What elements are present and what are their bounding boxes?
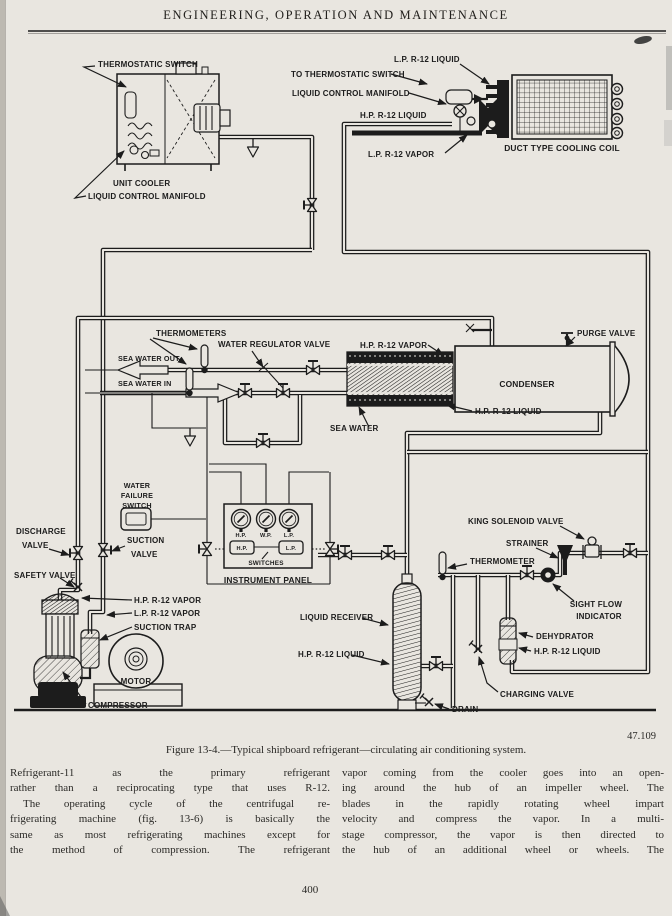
duct-type-cooling-coil bbox=[479, 75, 623, 139]
unit-cooler bbox=[117, 63, 259, 171]
coil-return-bends bbox=[612, 84, 623, 139]
body-line: same as most refrigerating machines except for bbox=[10, 828, 330, 841]
label-hp-gauge: H.P. bbox=[235, 533, 247, 539]
thermometer-icon bbox=[439, 552, 446, 580]
label-lp-gauge: L.P. bbox=[283, 533, 295, 539]
suction-valve-icon bbox=[99, 544, 112, 557]
figure-reference-number: 47.109 bbox=[627, 731, 656, 742]
line-valve-icon bbox=[304, 199, 317, 212]
label-thermostatic-switch: THERMOSTATIC SWITCH bbox=[98, 60, 198, 69]
label-liquid-receiver: LIQUID RECEIVER bbox=[300, 613, 374, 622]
label-drain: DRAIN bbox=[452, 705, 479, 714]
label-motor: MOTOR bbox=[120, 677, 152, 686]
body-left-column bbox=[10, 766, 330, 858]
label-safety-valve: SAFETY VALVE bbox=[14, 571, 76, 580]
figure-caption: Figure 13-4.—Typical shipboard refrigerant—circulating air conditioning system. bbox=[165, 744, 527, 756]
bypass-valve-icon bbox=[257, 434, 270, 448]
label-thermometer: THERMOMETER bbox=[470, 557, 535, 566]
body-line: the hub of an additional wheel or wheels. The bbox=[342, 844, 664, 857]
header-rule bbox=[28, 31, 666, 34]
label-hp-r12-liquid: H.P. R-12 LIQUID bbox=[360, 111, 427, 120]
body-line: Refrigerant-11 as the primary refrigerant bbox=[10, 767, 330, 779]
label-liquid-control-manifold: LIQUID CONTROL MANIFOLD bbox=[88, 192, 206, 201]
label-liquid-control-manifold-2: LIQUID CONTROL MANIFOLD bbox=[292, 89, 410, 98]
label-lp-r12-liquid: L.P. R-12 LIQUID bbox=[394, 55, 460, 64]
label-to-thermostatic-switch: TO THERMOSTATIC SWITCH bbox=[291, 70, 405, 79]
label-sea-water: SEA WATER bbox=[330, 424, 379, 433]
label-sea-water-in: SEA WATER IN bbox=[118, 379, 172, 388]
label-purge-valve: PURGE VALVE bbox=[577, 329, 636, 338]
body-line: vapor coming from the cooler goes into an open- bbox=[342, 767, 664, 779]
label-hp-r12-vapor: H.P. R-12 VAPOR bbox=[360, 341, 428, 350]
king-line-valve-icon bbox=[624, 544, 637, 558]
body-line: the method of compression. The refrigerant bbox=[10, 844, 330, 857]
label-lp-r12-vapor-2: L.P. R-12 VAPOR bbox=[134, 609, 201, 618]
body-line: ing around the hub of an impeller wheel. The bbox=[342, 782, 664, 795]
body-line: The operating cycle of the centrifugal re- bbox=[23, 797, 330, 810]
sea-water-tube-bundle bbox=[347, 352, 453, 406]
body-line: stage compressor, the vapor is then directed to bbox=[342, 828, 664, 841]
label-water: WATER bbox=[123, 481, 151, 490]
water-failure-switch bbox=[121, 508, 151, 530]
sea-water-out-arrow bbox=[118, 361, 168, 379]
label-lp-r12-vapor: L.P. R-12 VAPOR bbox=[368, 150, 435, 159]
label-strainer: STRAINER bbox=[506, 539, 549, 548]
label-switch: SWITCH bbox=[122, 501, 152, 510]
label-sight-flow: SIGHT FLOW bbox=[569, 600, 623, 609]
panel-side-valve-icon bbox=[199, 543, 212, 556]
page-number: 400 bbox=[301, 884, 319, 896]
label-switches: SWITCHES bbox=[248, 560, 284, 567]
liquid-line-valve-icon bbox=[521, 566, 534, 580]
label-indicator: INDICATOR bbox=[576, 612, 622, 621]
drain-funnel-icon bbox=[248, 139, 259, 157]
label-sea-water-out: SEA WATER OUT bbox=[118, 354, 180, 363]
label-discharge: DISCHARGE bbox=[16, 527, 66, 536]
body-line: velocity and compress the vapor. In a multi- bbox=[342, 813, 664, 826]
label-suction-trap: SUCTION TRAP bbox=[134, 623, 197, 632]
body-line: frigerating machine (fig. 13-6) is basically the bbox=[10, 813, 330, 826]
label-king-solenoid-valve: KING SOLENOID VALVE bbox=[468, 517, 564, 526]
dehydrator bbox=[499, 618, 517, 664]
label-condenser: CONDENSER bbox=[499, 379, 555, 389]
label-hp-switch: H.P. bbox=[236, 546, 248, 552]
label-wp-gauge: W.P. bbox=[260, 533, 272, 539]
label-lp-switch: L.P. bbox=[285, 546, 297, 552]
label-instrument-panel: INSTRUMENT PANEL bbox=[223, 575, 313, 585]
label-suction-valve: VALVE bbox=[131, 550, 158, 559]
label-charging-valve: CHARGING VALVE bbox=[500, 690, 575, 699]
globe-valve-icon bbox=[307, 361, 320, 375]
page-header: ENGINEERING, OPERATION AND MAINTENANCE bbox=[163, 8, 509, 22]
discharge-valve-icon bbox=[70, 547, 83, 560]
label-failure: FAILURE bbox=[120, 491, 154, 500]
drain-funnel-icon bbox=[185, 428, 196, 446]
thermometer-icon bbox=[186, 368, 193, 396]
label-unit-cooler: UNIT COOLER bbox=[113, 179, 171, 188]
water-regulator-valve-icon bbox=[277, 384, 290, 398]
receiver-inlet-valve-icon bbox=[339, 546, 352, 560]
label-hp-r12-liquid-2: H.P. R-12 LIQUID bbox=[475, 407, 542, 416]
sea-water-in-arrow bbox=[186, 384, 240, 402]
body-line: blades in the rapidly rotating wheel impart bbox=[342, 797, 664, 810]
body-line: rather than a reciprocating type that uses R-12. bbox=[10, 782, 330, 795]
body-right-column bbox=[342, 766, 664, 858]
label-dehydrator: DEHYDRATOR bbox=[536, 632, 594, 641]
label-water-regulator-valve: WATER REGULATOR VALVE bbox=[218, 340, 331, 349]
label-compressor: COMPRESSOR bbox=[88, 701, 148, 710]
receiver-outlet-valve-icon bbox=[430, 657, 443, 671]
vent-valve-icon bbox=[466, 324, 474, 332]
globe-valve-icon bbox=[239, 384, 252, 398]
thermometer-icon bbox=[201, 345, 208, 373]
drain-valve-icon bbox=[420, 694, 433, 707]
label-hp-r12-vapor-2: H.P. R-12 VAPOR bbox=[134, 596, 202, 605]
label-thermometers: THERMOMETERS bbox=[156, 329, 227, 338]
suction-trap-body bbox=[81, 630, 99, 668]
label-hp-r12-liquid-3: H.P. R-12 LIQUID bbox=[534, 647, 601, 656]
king-solenoid-valve-icon bbox=[583, 537, 601, 559]
label-suction: SUCTION bbox=[127, 536, 165, 545]
liquid-receiver bbox=[393, 574, 426, 710]
label-duct-type-cooling-coil: DUCT TYPE COOLING COIL bbox=[504, 143, 620, 153]
label-hp-r12-liquid-4: H.P. R-12 LIQUID bbox=[298, 650, 365, 659]
receiver-valve-icon bbox=[382, 546, 395, 560]
label-discharge-valve: VALVE bbox=[22, 541, 49, 550]
